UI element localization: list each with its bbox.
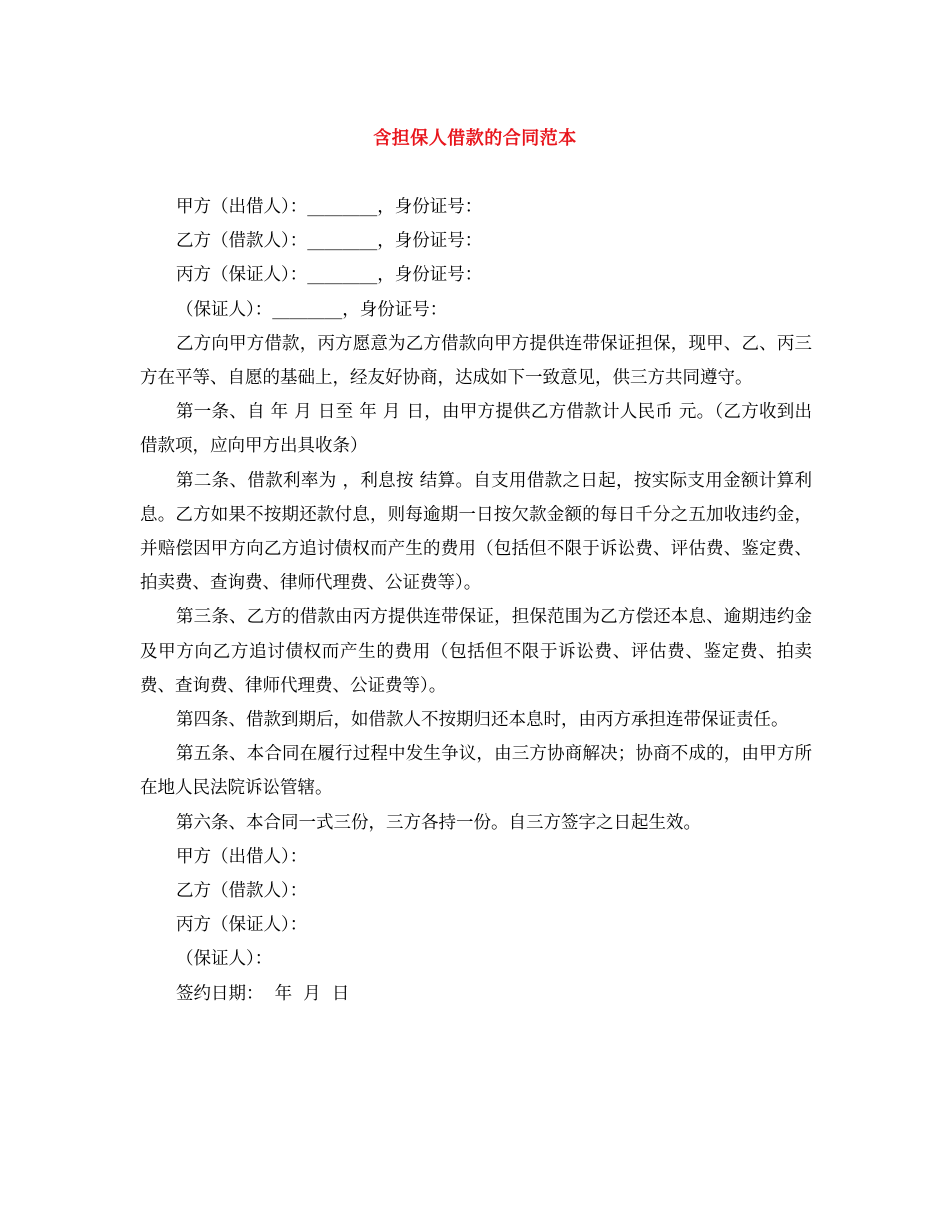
signature-guarantor: （保证人）： [176, 949, 273, 970]
party-c-line: 丙方（保证人）：________，身份证号： [176, 265, 483, 286]
article-4-paragraph: 第四条、借款到期后，如借款人不按期归还本息时，由丙方承担连带保证责任。 [176, 710, 789, 731]
guarantor-line: （保证人）：________，身份证号： [176, 299, 448, 320]
party-a-line: 甲方（出借人）：________，身份证号： [176, 197, 483, 217]
preamble-paragraph: 乙方向甲方借款，丙方愿意为乙方借款向甲方提供连带保证担保，现甲、乙、丙三方在平等、自愿的基础上，经友好协商，达成如下一致意见，供三方共同遵守。 [140, 333, 812, 389]
document-title: 含担保人借款的合同范本 [373, 128, 577, 149]
document-body [140, 190, 812, 1011]
signature-party-c: 丙方（保证人）： [176, 915, 308, 936]
article-5-paragraph: 第五条、本合同在履行过程中发生争议，由三方协商解决；协商不成的，由甲方所在地人民法院诉讼管辖。 [140, 744, 812, 799]
article-1-paragraph: 第一条、自 年 月 日至 年 月 日，由甲方提供乙方借款计人民币 元。（乙方收到出借款项，应向甲方出具收条） [140, 402, 812, 457]
signature-party-b: 乙方（借款人）： [176, 881, 308, 902]
article-3-paragraph: 第三条、乙方的借款由丙方提供连带保证，担保范围为乙方偿还本息、逾期违约金及甲方向乙方追讨债权而产生的费用（包括但不限于诉讼费、评估费、鉴定费、拍卖费、查询费、律师代理费、公证费等）。 [140, 607, 812, 696]
article-6-paragraph: 第六条、本合同一式三份，三方各持一份。自三方签字之日起生效。 [176, 812, 701, 833]
signature-party-a: 甲方（出借人）： [176, 846, 308, 867]
signing-date-line: 签约日期： 年 月 日 [176, 983, 350, 1004]
party-b-line: 乙方（借款人）：________，身份证号： [176, 231, 483, 252]
article-2-paragraph: 第二条、借款利率为 ，利息按 结算。自支用借款之日起，按实际支用金额计算利息。乙方如果不按期还款付息，则每逾期一日按欠款金额的每日千分之五加收违约金，并赔偿因甲方向乙方追讨债权而产生的费用（包括但不限于诉讼费、评估费、鉴定费、拍卖费、查询费、律师代理费、公证费等）。 [140, 470, 812, 594]
